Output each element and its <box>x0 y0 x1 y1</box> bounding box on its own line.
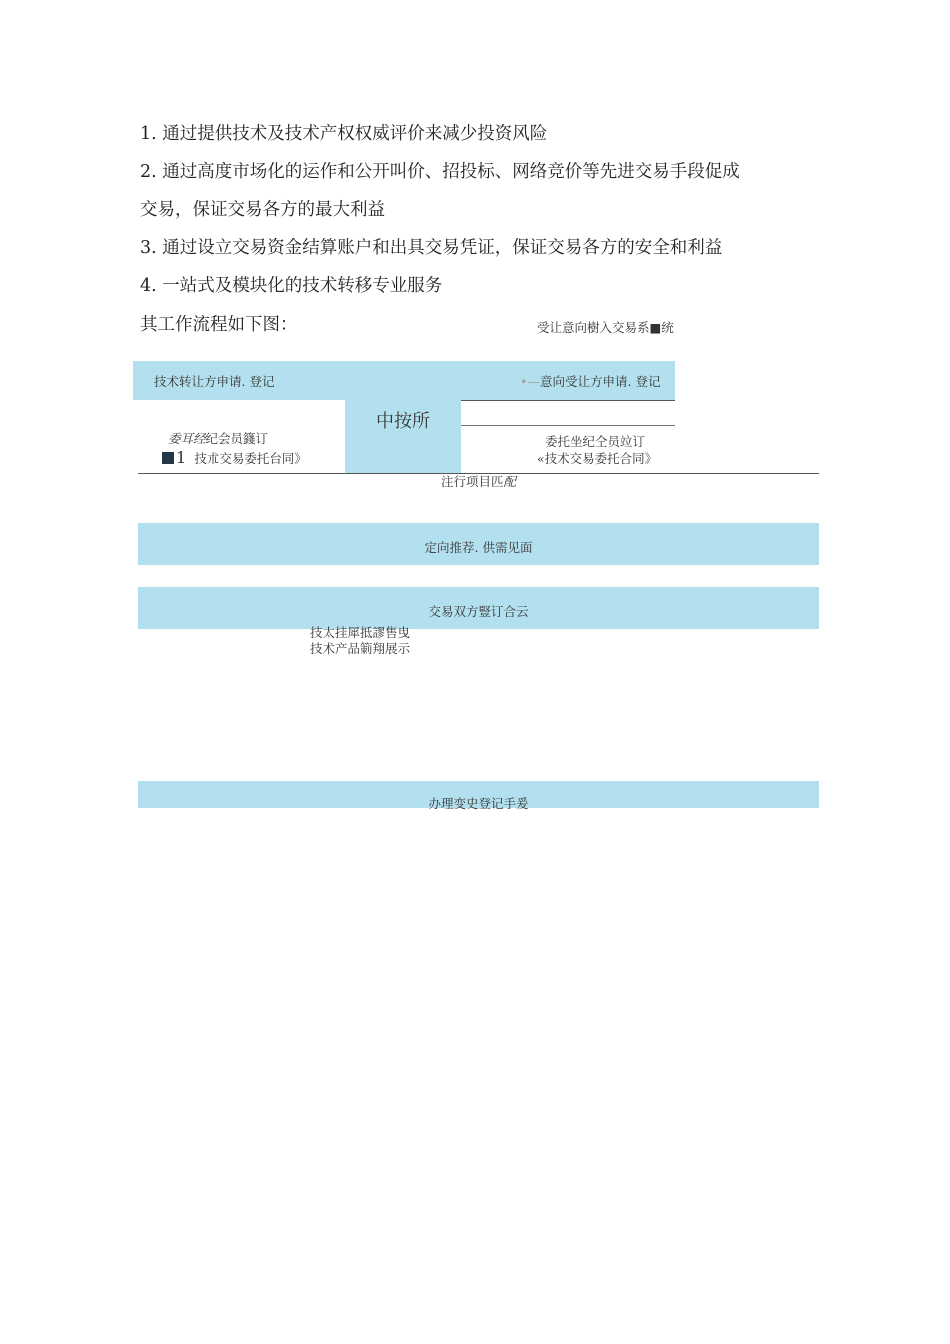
left-contract-number: 1 <box>176 448 187 467</box>
project-matching-main: 注行项目匹 <box>441 474 504 489</box>
project-matching-label <box>441 474 516 490</box>
paragraph-item-1: 1. 通过提供技术及技术产权权威评价来减少投资风险 <box>140 124 548 144</box>
listing-note-line-2: 技术产品箣翔展示 <box>310 641 411 656</box>
listing-note-line-1: 技太挂犀抵謬售曳 <box>310 625 411 640</box>
transferee-registration-label: 意向受让方申请. 登记 <box>540 374 661 389</box>
left-contract-line-2 <box>162 450 307 468</box>
left-contract-italic: 委耳经 <box>168 431 206 446</box>
top-right-note: 受让意向樹入交易系■统 <box>537 320 674 335</box>
left-contract-rest: 纪会员籛订 <box>205 431 269 446</box>
contract-signing-label: 交易双方豎订合云 <box>428 604 529 619</box>
transferor-registration-label: 技术转让方申请. 登记 <box>154 374 275 389</box>
flow-intro: 其工作流程如下图： <box>140 315 298 335</box>
paragraph-item-3: 3. 通过设立交易资金结算账户和出具交易凭证，保证交易各方的安全和利益 <box>140 238 723 258</box>
right-divider-top <box>461 400 675 401</box>
transferee-registration-prefix: •— <box>520 374 540 389</box>
paragraph-item-4: 4. 一站式及模块化的技术转移专业服务 <box>140 276 443 296</box>
project-matching-italic: 配 <box>503 474 517 489</box>
left-contract-line-1 <box>168 431 268 447</box>
exchange-center-label: 中按所 <box>376 411 430 432</box>
right-divider-mid <box>461 425 675 426</box>
filled-square-icon <box>162 452 174 464</box>
right-contract-line-1: 委托坐纪仝员竝订 <box>545 434 646 449</box>
exchange-center-box <box>345 361 461 473</box>
change-registration-label: 办理变史登记手爰 <box>428 796 529 811</box>
paragraph-item-2: 2. 通过高度市场化的运作和公开叫价、招投标、网络竞价等先进交易手段促成 <box>140 162 740 182</box>
paragraph-item-2-cont: 交易，保证交易各方的最大利益 <box>140 200 385 220</box>
recommendation-label: 定向推荐. 供需见面 <box>424 540 533 555</box>
right-contract-line-2: «技术交易委托合同》 <box>537 451 658 466</box>
left-contract-title: 技朮交易委托台同》 <box>194 451 307 466</box>
